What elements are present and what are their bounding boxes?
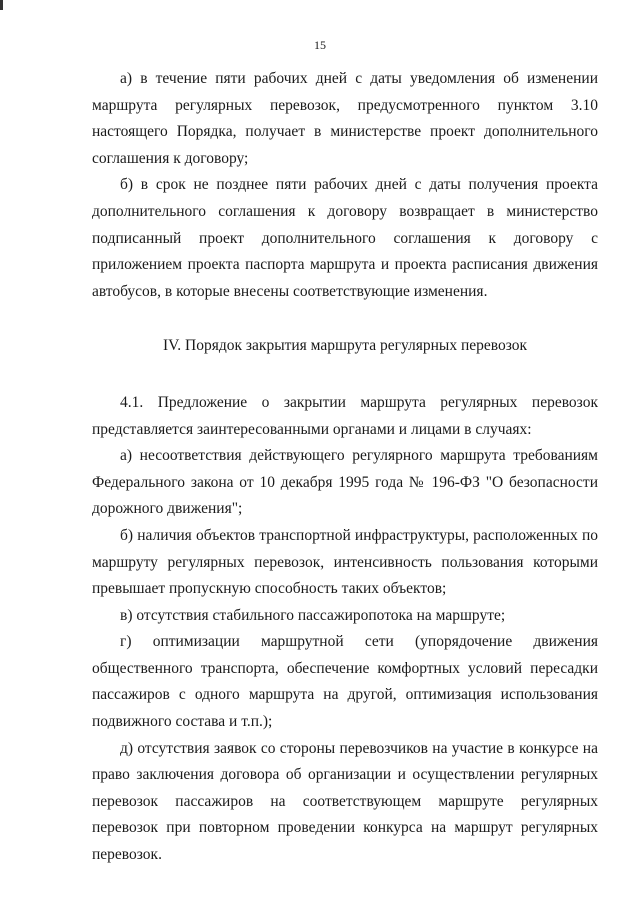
paragraph-b-return-agreement: б) в срок не позднее пяти рабочих дней с даты получения проекта дополнительного соглашения к договору возвращает в министерство подписанный проект дополнительного соглашения к договору с приложением проекта паспорта маршрута и проекта расписания движения автобусов, в которые внесены соответствующие изменения.: [92, 176, 598, 300]
page-number: 15: [314, 38, 326, 52]
paragraph-case-b: б) наличия объектов транспортной инфраструктуры, расположенных по маршруту регулярных перевозок, интенсивность пользования которыми превышает пропускную способность таких объектов;: [92, 526, 598, 598]
paragraph-a-change-notice: а) в течение пяти рабочих дней с даты уведомления об изменении маршрута регулярных перевозок, предусмотренного пунктом 3.10 настоящего Порядка, получает в министерстве проект дополнительного соглашения к договору;: [92, 70, 598, 167]
paragraph-case-a: а) несоответствия действующего регулярного маршрута требованиям Федерального закона от 10 декабря 1995 года № 196-ФЗ "О безопасности дорожного движения";: [92, 447, 598, 518]
section-heading: IV. Порядок закрытия маршрута регулярных перевозок: [162, 337, 528, 355]
paragraph-case-v: в) отсутствия стабильного пассажиропотока на маршруте;: [120, 606, 506, 624]
paragraph-case-d: д) отсутствия заявок со стороны перевозчиков на участие в конкурсе на право заключения договора об организации и осуществлении регулярных перевозок пассажиров на соответствующем маршруте регулярных перевозок при повторном проведении конкурса на маршрут регулярных перевозок.: [92, 739, 598, 864]
document-body: [92, 66, 598, 869]
scan-corner-mark: [0, 0, 3, 10]
paragraph-case-g: г) оптимизации маршрутной сети (упорядочение движения общественного транспорта, обеспечение комфортных условий пересадки пассажиров с одного маршрута на другой, оптимизация использования подвижного состава и т.п.);: [92, 633, 598, 731]
paragraph-4-1: 4.1. Предложение о закрытии маршрута регулярных перевозок представляется заинтересованными органами и лицами в случаях:: [92, 393, 598, 438]
